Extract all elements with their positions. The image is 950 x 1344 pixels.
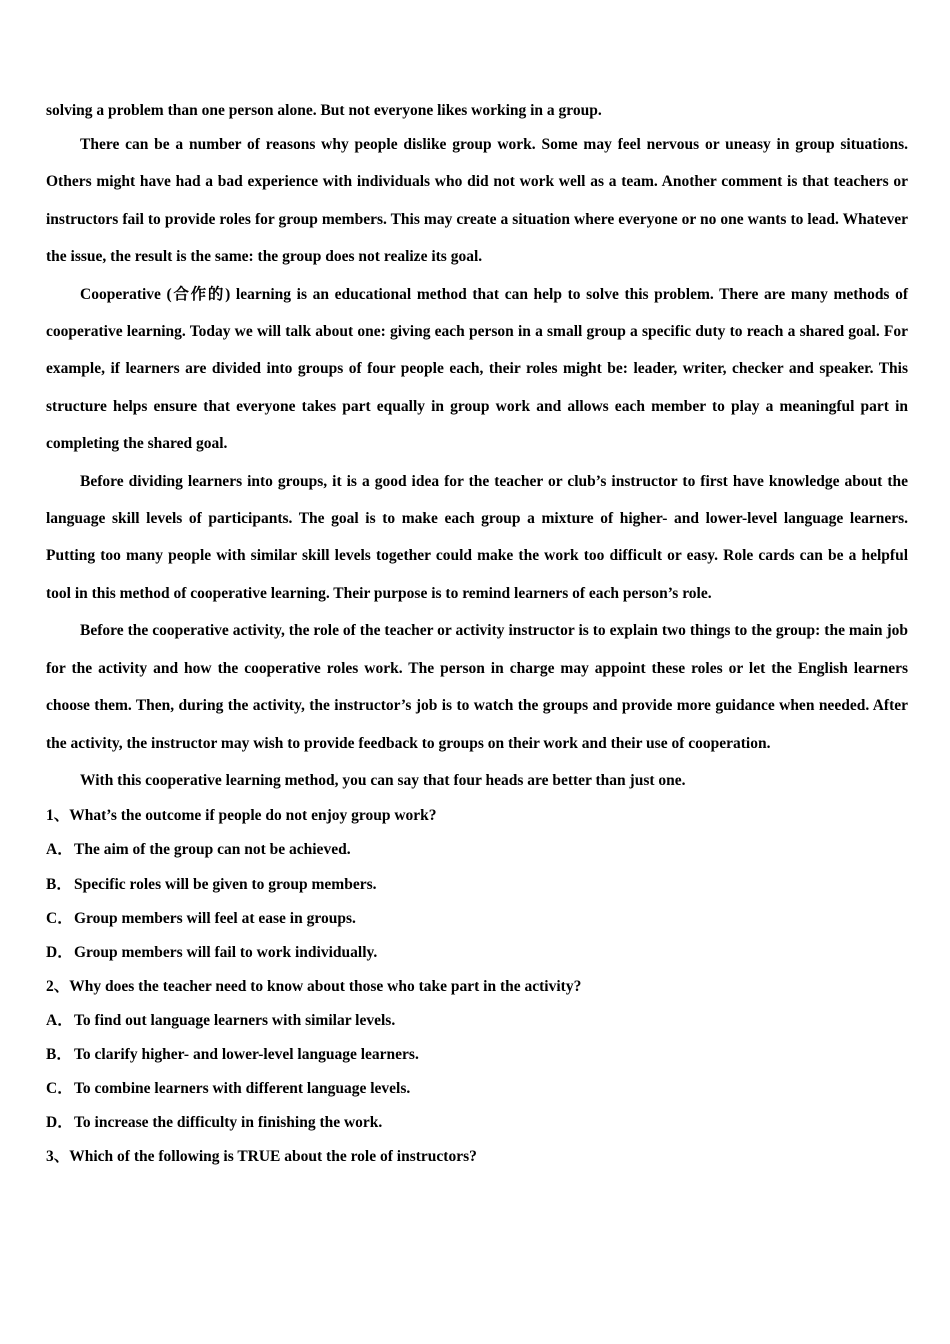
question-stem: 3、Which of the following is TRUE about the role of instructors? [46, 1148, 477, 1166]
passage-paragraph: Before dividing learners into groups, it is a good idea for the teacher or club’s instructor to first have knowledge about the language skill levels of participants. The goal is to make each group a mixture of higher- and lower-level language learners. Putting too many people with similar skill levels together could make the work too difficult or easy. Role cards can be a helpful tool in this method of cooperative learning. Their purpose is to remind learners of each person’s role. [46, 472, 908, 602]
passage-paragraph: There can be a number of reasons why people dislike group work. Some may feel nervous or uneasy in group situations. Others might have had a bad experience with individuals who did not work well as a team. Another comment is that teachers or instructors fail to provide roles for group members. This may create a situation where everyone or no one wants to lead. Whatever the issue, the result is the same: the group does not realize its goal. [46, 136, 908, 266]
option-text: To combine learners with different language levels. [74, 1080, 411, 1098]
question-3 [46, 1140, 908, 1174]
option-letter: D． [46, 1114, 73, 1132]
question-1 [46, 799, 908, 969]
question-stem: 1、What’s the outcome if people do not enjoy group work? [46, 807, 437, 825]
option-text: To find out language learners with similar levels. [74, 1011, 396, 1029]
passage-paragraph: With this cooperative learning method, you can say that four heads are better than just one. [80, 771, 686, 789]
answer-option[interactable] [46, 1004, 908, 1038]
option-letter: B． [46, 875, 72, 893]
answer-option[interactable] [46, 1072, 908, 1106]
option-text: To increase the difficulty in finishing the work. [74, 1114, 383, 1132]
option-letter: C． [46, 1080, 73, 1098]
answer-option[interactable] [46, 902, 908, 936]
option-text: Specific roles will be given to group members. [74, 875, 377, 893]
option-letter: B． [46, 1045, 72, 1063]
answer-option[interactable] [46, 1038, 908, 1072]
questions-section [46, 799, 908, 1174]
answer-option[interactable] [46, 868, 908, 902]
passage-paragraph: Cooperative (合作的) learning is an educational method that can help to solve this problem. There are many methods of cooperative learning. Today we will talk about one: giving each person in a small group a specific duty to reach a shared goal. For example, if learners are divided into groups of four people each, their roles might be: leader, writer, checker and speaker. This structure helps ensure that everyone takes part equally in group work and allows each member to play a meaningful part in completing the shared goal. [46, 285, 908, 453]
document-page [46, 96, 908, 1174]
option-letter: A． [46, 1011, 73, 1029]
option-text: To clarify higher- and lower-level language learners. [74, 1045, 419, 1063]
option-letter: D． [46, 943, 73, 961]
question-2 [46, 970, 908, 1140]
answer-option[interactable] [46, 833, 908, 867]
option-text: The aim of the group can not be achieved. [74, 841, 351, 859]
answer-option[interactable] [46, 936, 908, 970]
option-letter: A． [46, 841, 73, 859]
question-stem: 2、Why does the teacher need to know about those who take part in the activity? [46, 977, 582, 995]
option-letter: C． [46, 909, 73, 927]
option-text: Group members will fail to work individually. [74, 943, 378, 961]
option-text: Group members will feel at ease in groups. [74, 909, 356, 927]
answer-option[interactable] [46, 1106, 908, 1140]
reading-passage [46, 96, 908, 799]
passage-paragraph: solving a problem than one person alone. But not everyone likes working in a group. [46, 102, 602, 119]
passage-paragraph: Before the cooperative activity, the role of the teacher or activity instructor is to explain two things to the group: the main job for the activity and how the cooperative roles work. The person in charge may appoint these roles or let the English learners choose them. Then, during the activity, the instructor’s job is to watch the groups and provide more guidance when needed. After the activity, the instructor may wish to provide feedback to groups on their work and their use of cooperation. [46, 622, 908, 752]
